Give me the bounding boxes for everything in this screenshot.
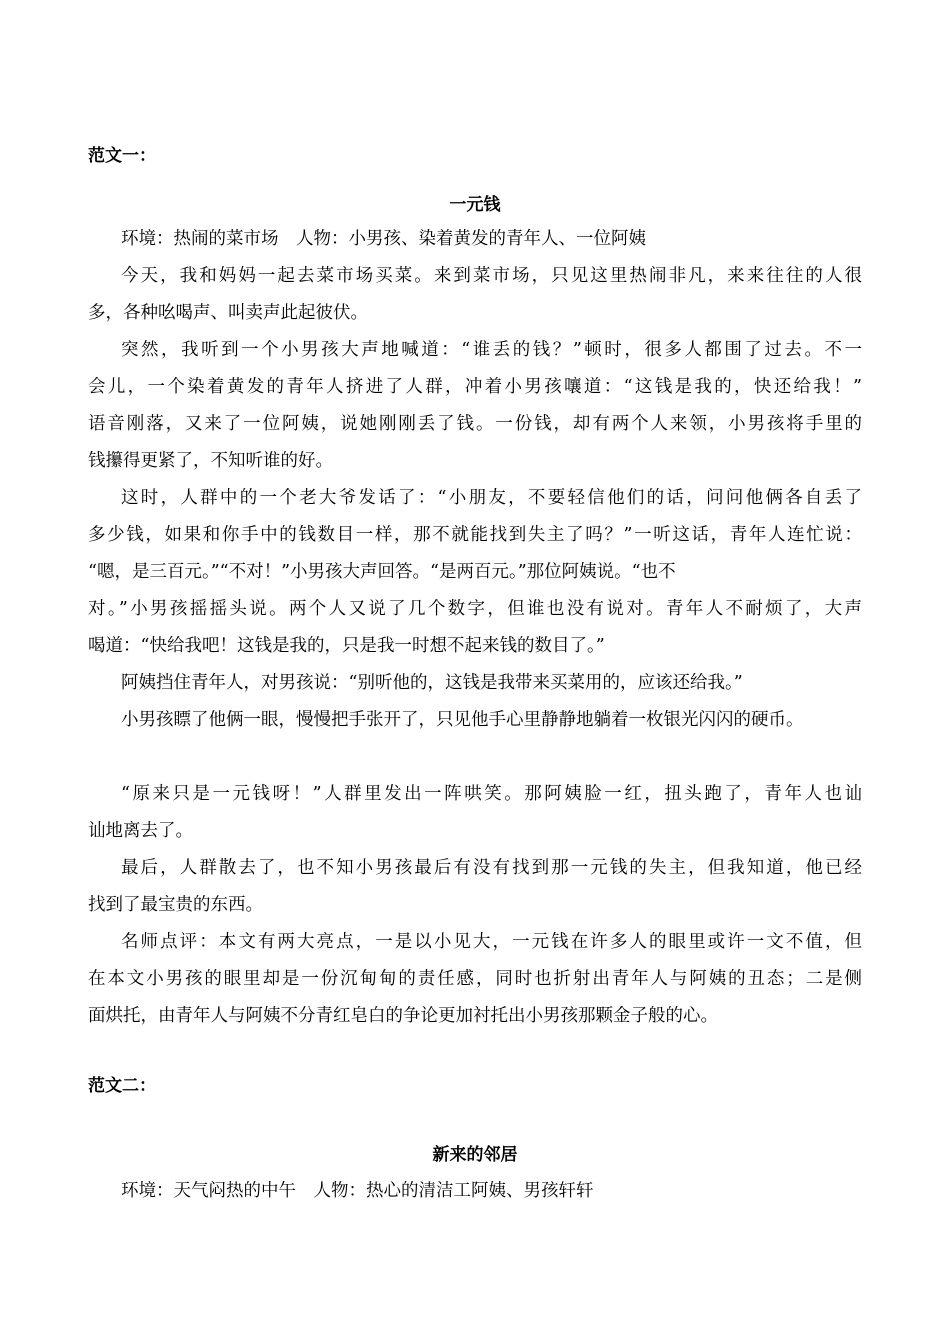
paragraph-line: 会儿，一个染着黄发的青年人挤进了人群，冲着小男孩嚷道：“这钱是我的，快还给我！”: [88, 377, 862, 397]
paragraph-line: “嗯，是三百元。”“不对！”小男孩大声回答。“是两百元。”那位阿姨说。“也不: [88, 562, 676, 582]
paragraph-line: 小男孩瞟了他俩一眼，慢慢把手张开了，只见他手心里静静地躺着一枚银光闪闪的硬币。: [121, 710, 804, 730]
essay1-heading: 范文一：: [88, 146, 156, 166]
paragraph-line: 突然，我听到一个小男孩大声地喊道：“谁丢的钱？”顿时，很多人都围了过去。不一: [121, 340, 862, 360]
paragraph-line: 名师点评：本文有两大亮点，一是以小见大，一元钱在许多人的眼里或许一文不值，但: [121, 932, 862, 952]
paragraph-line: 多少钱，如果和你手中的钱数目一样，那不就能找到失主了吗？”一听这话，青年人连忙说：: [88, 525, 862, 545]
essay1-title: 一元钱: [449, 195, 501, 215]
essay2-heading: 范文二：: [88, 1076, 156, 1096]
paragraph-line: 多，各种吆喝声、叫卖声此起彼伏。: [88, 303, 368, 323]
paragraph-line: 喝道：“快给我吧！这钱是我的，只是我一时想不起来钱的数目了。”: [88, 636, 605, 656]
paragraph-line: 在本文小男孩的眼里却是一份沉甸甸的责任感，同时也折射出青年人与阿姨的丑态；二是侧: [88, 969, 862, 989]
paragraph-line: 这时，人群中的一个老大爷发话了：“小朋友，不要轻信他们的话，问问他俩各自丢了: [121, 488, 862, 508]
paragraph-line: 找到了最宝贵的东西。: [88, 895, 263, 915]
paragraph-line: 语音刚落，又来了一位阿姨，说她刚刚丢了钱。一份钱，却有两个人来领，小男孩将手里的: [88, 414, 862, 434]
paragraph-line: 环境：热闹的菜市场 人物：小男孩、染着黄发的青年人、一位阿姨: [121, 229, 646, 249]
paragraph-line: 钱攥得更紧了，不知听谁的好。: [88, 451, 333, 471]
paragraph-line: 今天，我和妈妈一起去菜市场买菜。来到菜市场，只见这里热闹非凡，来来往往的人很: [121, 266, 862, 286]
paragraph-line: 讪地离去了。: [88, 821, 193, 841]
paragraph-line: “原来只是一元钱呀！”人群里发出一阵哄笑。那阿姨脸一红，扭头跑了，青年人也讪: [121, 784, 862, 804]
paragraph-line: 环境：天气闷热的中午 人物：热心的清洁工阿姨、男孩轩轩: [121, 1181, 594, 1201]
essay2-title: 新来的邻居: [432, 1145, 518, 1165]
paragraph-line: 对。”小男孩摇摇头说。两个人又说了几个数字，但谁也没有说对。青年人不耐烦了，大声: [88, 599, 862, 619]
paragraph-line: 阿姨挡住青年人，对男孩说：“别听他的，这钱是我带来买菜用的，应该还给我。”: [121, 673, 743, 693]
paragraph-line: 最后，人群散去了，也不知小男孩最后有没有找到那一元钱的失主，但我知道，他已经: [121, 858, 862, 878]
paragraph-line: 面烘托，由青年人与阿姨不分青红皂白的争论更加衬托出小男孩那颗金子般的心。: [88, 1006, 718, 1026]
